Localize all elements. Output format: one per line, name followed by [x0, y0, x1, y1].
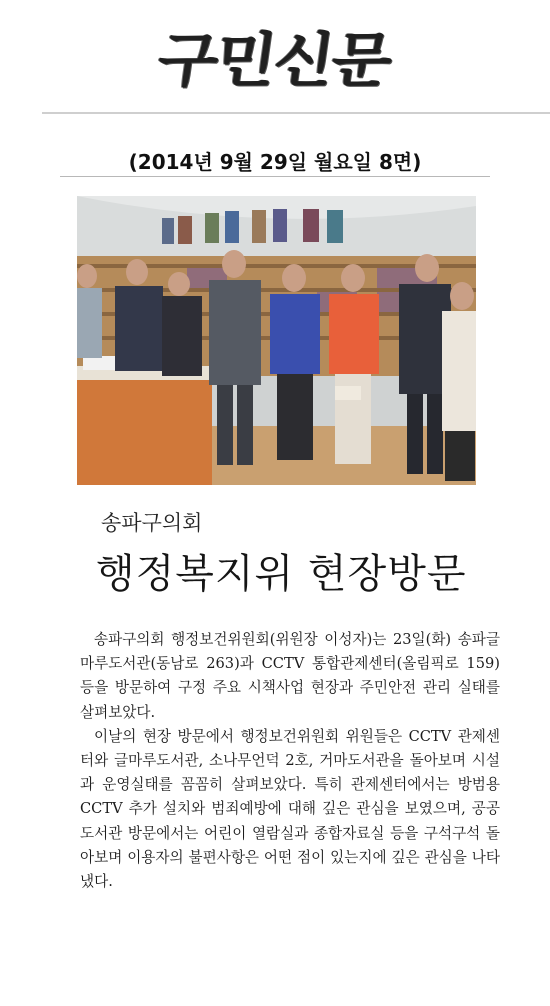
article-paragraph: 송파구의회 행정보건위원회(위원장 이성자)는 23일(화) 송파글마루도서관(동남로 263)과 CCTV 통합관제센터(올림픽로 159) 등을 방문하여 구정 주요 시책사업 현장과 주민안전 관리 실태를 살펴보았다. [80, 631, 500, 721]
news-photo-icon [77, 196, 476, 485]
news-photo [77, 196, 476, 485]
masthead-title: 구민신문 [153, 25, 395, 95]
masthead [0, 0, 550, 110]
date-rule [60, 176, 490, 177]
dateline: (2014년 9월 29일 월요일 8면) [128, 150, 422, 174]
article-subtitle: 송파구의회 [101, 511, 203, 535]
top-rule [42, 112, 550, 114]
article-body [80, 628, 500, 894]
article-paragraph: 이날의 현장 방문에서 행정보건위원회 위원들은 CCTV 관제센터와 글마루도서관, 소나무언덕 2호, 거마도서관을 돌아보며 시설과 운영실태를 꼼꼼히 살펴보았다. 특히 관제센터에서는 방범용 CCTV 추가 설치와 범죄예방에 대해 깊은 관심을 보였으며, 공공도서관 방문에서는 어린이 열람실과 종합자료실 등을 구석구석 돌아보며 이용자의 불편사항은 어떤 점이 있는지에 깊은 관심을 나타냈다. [80, 727, 500, 891]
article-headline: 행정복지위 현장방문 [96, 551, 467, 597]
